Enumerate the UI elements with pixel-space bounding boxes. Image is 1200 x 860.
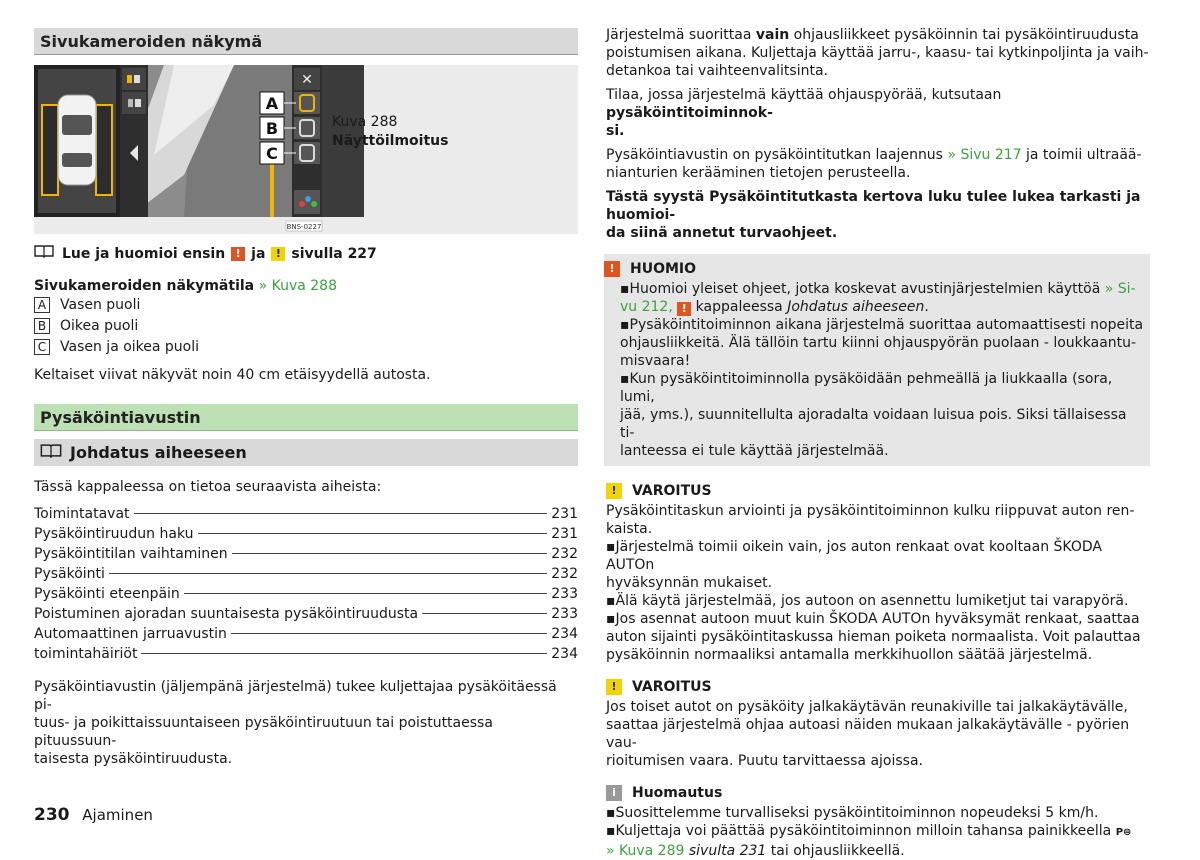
caution-icon: !: [606, 679, 622, 695]
mode-item-a: A Vasen puoli: [34, 295, 578, 316]
page-212-link[interactable]: » Si-: [1104, 281, 1136, 297]
info-icon: i: [606, 785, 622, 801]
figure-label-b: B: [265, 119, 279, 138]
huomio-header: [604, 258, 1150, 280]
caution-symbol-icon: !: [271, 247, 285, 261]
paragraph-extension: Pysäköintiavustin on pysäköintitutkan laajennus » Sivu 217 ja toimii ultraää- nianturien kerääminen tietojen perusteella.: [606, 147, 1142, 181]
toc-item[interactable]: Automaattinen jarruavustin 234: [34, 626, 578, 642]
paragraph-read-carefully: Tästä syystä Pysäköintitutkasta kertova luku tulee lukea tarkasti ja huomioi- da siinä annetut turvaohjeet.: [606, 189, 1141, 241]
left-column: [34, 28, 578, 768]
page-footer: [34, 805, 153, 825]
read-first-and: ja: [251, 245, 266, 262]
warning-icon: !: [604, 261, 620, 277]
caution-icon: !: [606, 483, 622, 499]
page-217-link[interactable]: » Sivu 217: [947, 147, 1022, 163]
toc-item[interactable]: Toimintatavat 231: [34, 506, 578, 522]
toc-item[interactable]: toimintahäiriöt 234: [34, 646, 578, 662]
mode-item-b: B Oikea puoli: [34, 316, 578, 337]
section-title-side-cameras: Sivukameroiden näkymä: [34, 28, 578, 55]
huomio-title: HUOMIO: [630, 261, 697, 277]
varoitus-header: ! VAROITUS: [606, 676, 1150, 698]
read-first-page: sivulla 227: [291, 245, 377, 262]
yellow-lines-note: Keltaiset viivat näkyvät noin 40 cm etäisyydellä autosta.: [34, 367, 431, 383]
figure-title: Näyttöilmoitus: [332, 133, 449, 149]
paragraph-system-steers: Järjestelmä suorittaa vain ohjausliikkeet pysäköinnin tai pysäköintiruudusta poistumisen aikana. Kuljettaja käyttää jarru-, kaasu- tai kytkinpoljinta ja vaih- detankoa tai vaihteenvalitsinta.: [606, 27, 1149, 79]
toc-item[interactable]: Pysäköintitilan vaihtaminen 232: [34, 546, 578, 562]
warning-symbol-icon: !: [231, 247, 245, 261]
modes-list: [34, 295, 578, 358]
varoitus-header: ! VAROITUS: [606, 480, 1150, 502]
section-title-parking-assist: Pysäköintiavustin: [34, 404, 578, 431]
toc-list: [34, 504, 578, 664]
parking-screen-illustration: [34, 65, 364, 234]
toc-item[interactable]: Pysäköinti eteenpäin 233: [34, 586, 578, 602]
read-first-text: Lue ja huomioi ensin: [62, 245, 226, 262]
mode-item-c: C Vasen ja oikea puoli: [34, 337, 578, 358]
subsection-title: Johdatus aiheeseen: [70, 443, 247, 462]
toc-item[interactable]: Poistuminen ajoradan suuntaisesta pysäköintiruudusta 233: [34, 606, 578, 622]
caution-box-curb: ! VAROITUS Jos toiset autot on pysäköity jalkakäytävän reunakiville tai jalkakäytävälle, saattaa järjestelmä ohjaa autoasi näiden mukaan jalkakäytävälle - pyörien vau- rioitumisen vaara. Puutu tarvittaessa ajoissa.: [606, 676, 1150, 770]
figure-caption: [332, 113, 448, 151]
parking-assist-summary: Pysäköintiavustin (jäljempänä järjestelmä) tukee kuljettajaa pysäköitäessä pi- tuus- ja poikittaissuuntaiseen pysäköintiruutuun tai poistuttaessa pituussuun- taisesta pysäköintiruudusta.: [34, 679, 557, 767]
note-box: i Huomautus ▪ Suosittelemme turvalliseksi pysäköintitoiminnon nopeudeksi 5 km/h. ▪ Kuljettaja voi päättää pysäköintitoiminnon milloin tahansa painikkeella P⊜ » Kuva 289 sivulta 231 tai ohjausliikkeellä.: [606, 782, 1150, 860]
toc-intro: Tässä kappaleessa on tietoa seuraavista aiheista:: [34, 479, 382, 495]
figure-289-link[interactable]: » Kuva 289: [606, 843, 685, 859]
camera-display-image: [34, 65, 364, 234]
modes-heading: Sivukameroiden näkymätila » Kuva 288: [34, 278, 337, 294]
footer-section: Ajaminen: [82, 806, 153, 824]
toc-item[interactable]: Pysäköintiruudun haku 231: [34, 526, 578, 542]
figure-label-c: C: [266, 144, 278, 163]
parking-button-icon: P⊜: [1115, 827, 1132, 838]
svg-text:✕: ✕: [301, 72, 313, 88]
read-first-line: [34, 244, 578, 263]
subsection-intro: [34, 439, 578, 466]
book-icon: [40, 439, 62, 466]
notice-box-huomio: ! HUOMIO ▪ Huomioi yleiset ohjeet, jotka koskevat avustinjärjestelmien käyttöä » Si- vu 212, ! kappaleessa Johdatus aiheeseen. ▪ Pysäköintitoiminnon aikana järjestelmä suorittaa automaattisesti nopeita ohjausliikkeitä. Älä tällöin tartu kiinni ohjauspyörän puolaan - loukkaantu- misvaara! ▪ Kun pysäköintitoiminnolla pysäköidään pehmeällä ja liukkaalla (sora, lumi, jää, yms.), suunnitellulta ajoradalta voidaan luisua pois. Siksi tällaisessa ti- lanteessa ei tule käyttää järjestelmää.: [604, 254, 1150, 466]
right-column: [606, 26, 1150, 860]
caution-box-tires: ! VAROITUS Pysäköintitaskun arviointi ja pysäköintitoiminnon kulku riippuvat auton ren- kaista. ▪ Järjestelmä toimii oikein vain, jos auton renkaat ovat kooltaan ŠKODA AUTOn hyväksynnän mukaiset. ▪ Älä käytä järjestelmää, jos autoon on asennettu lumiketjut tai varapyörä. ▪ Jos asennat autoon muut kuin ŠKODA AUTOn hyväksymät renkaat, saattaa auton sijainti pysäköintitaskussa hieman poiketa normaalista. Voit palauttaa pysäköinnin normaaliksi antamalla merkkihuollon säätää järjestelmä.: [606, 480, 1150, 664]
book-icon: [34, 244, 56, 263]
figure-288: [34, 65, 578, 234]
figure-code: BNS-0227: [286, 223, 322, 231]
figure-288-link[interactable]: » Kuva 288: [258, 278, 337, 294]
warning-symbol-icon: !: [677, 302, 691, 316]
paragraph-parking-function: Tilaa, jossa järjestelmä käyttää ohjauspyörää, kutsutaan pysäköintitoiminnok- si.: [606, 87, 1002, 139]
huomautus-header: i Huomautus: [606, 782, 1150, 804]
figure-number: Kuva 288: [332, 114, 398, 130]
figure-label-a: A: [265, 94, 279, 113]
page-number: 230: [34, 805, 70, 825]
toc-item[interactable]: Pysäköinti 232: [34, 566, 578, 582]
